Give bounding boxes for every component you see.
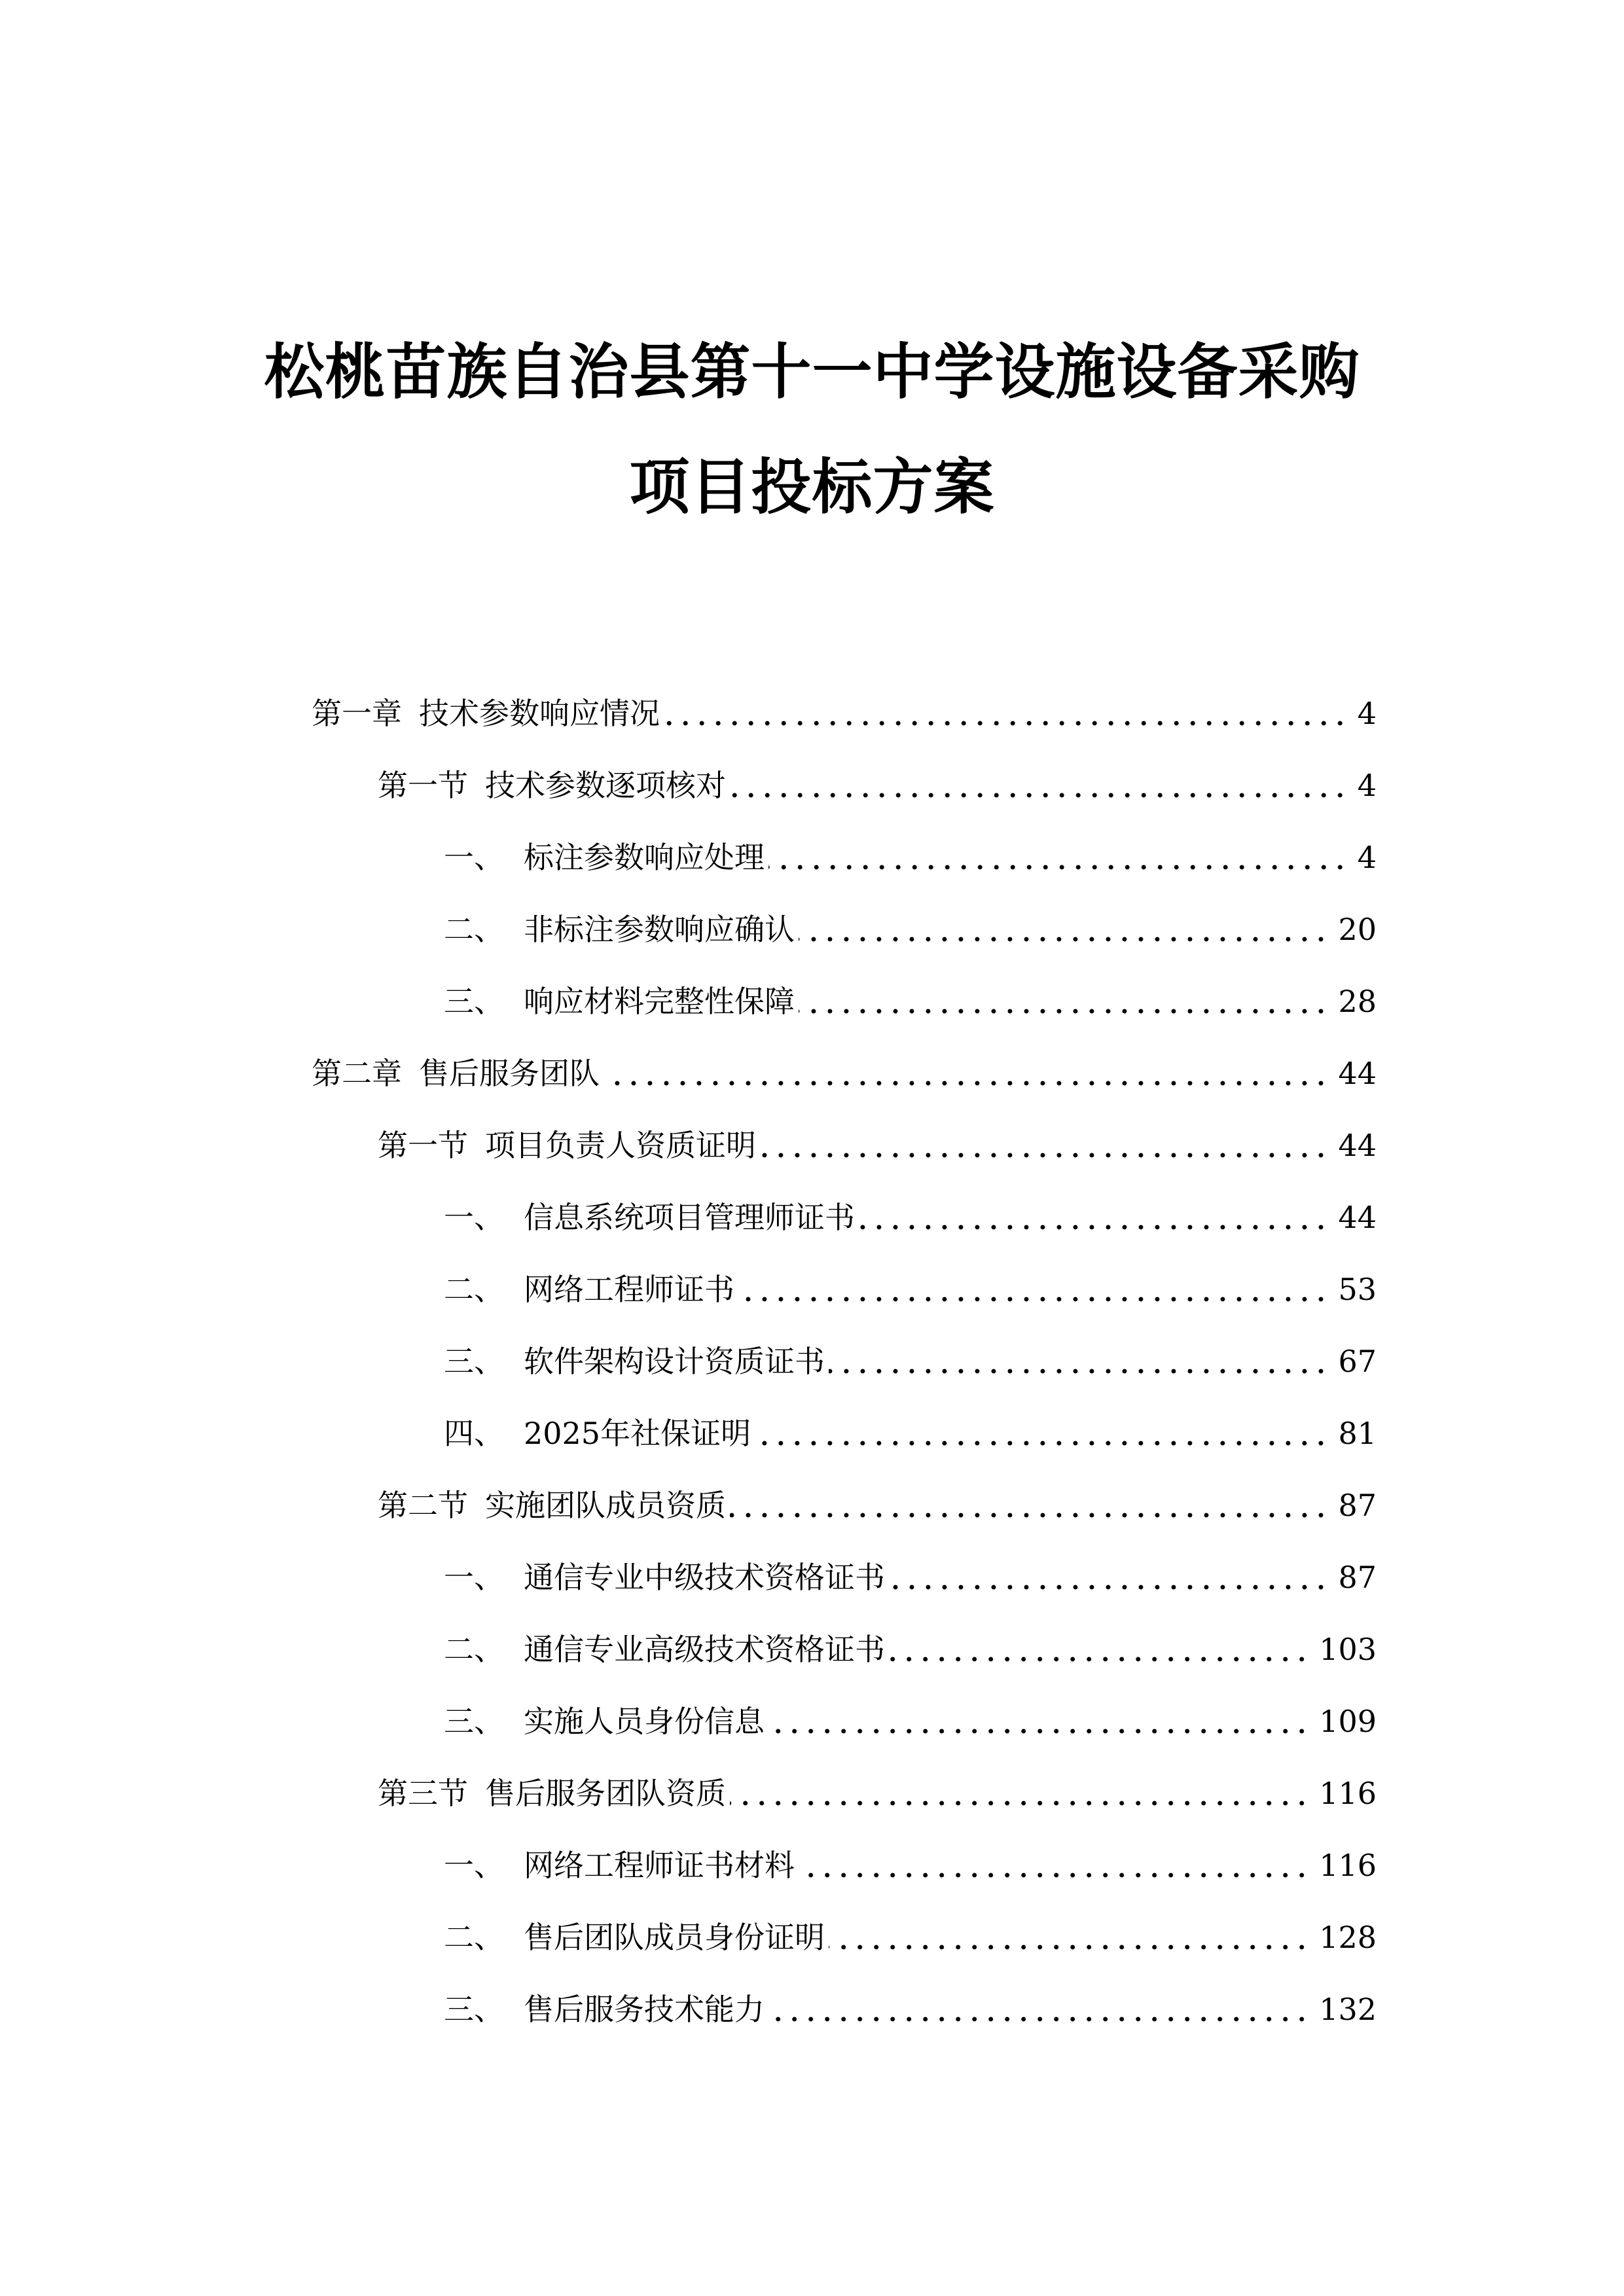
toc-entry-page: 44	[1338, 1056, 1377, 1091]
dot-leader	[889, 1558, 1329, 1597]
toc-entry-number: 一、	[444, 1848, 504, 1883]
toc-entry-page: 44	[1338, 1128, 1377, 1163]
dot-leader	[829, 1918, 1310, 1957]
toc-entry-label: 售后服务团队	[419, 1056, 600, 1091]
dot-leader	[768, 1702, 1310, 1741]
toc-entry-label: 项目负责人资质证明	[485, 1128, 756, 1163]
toc-entry-item[interactable]	[444, 1342, 1377, 1381]
dot-leader	[755, 1414, 1329, 1453]
toc-entry-number: 第一节	[378, 768, 468, 803]
toc-entry-number: 第三节	[378, 1776, 468, 1811]
toc-entry-label: 技术参数响应情况	[419, 696, 660, 731]
toc-entry-page: 103	[1319, 1632, 1377, 1667]
toc-entry-item[interactable]	[444, 910, 1377, 949]
toc-entry-label: 网络工程师证书材料	[524, 1848, 795, 1883]
toc-entry-page: 67	[1338, 1344, 1377, 1379]
toc-entry-label: 技术参数逐项核对	[485, 768, 726, 803]
toc-entry-item[interactable]	[444, 1414, 1377, 1453]
toc-entry-chapter[interactable]	[312, 1054, 1377, 1093]
toc-entry-page: 28	[1338, 984, 1377, 1019]
toc-entry-label: 通信专业高级技术资格证书	[524, 1632, 885, 1667]
dot-leader	[768, 838, 1348, 877]
toc-entry-label: 售后服务团队资质	[485, 1776, 726, 1811]
dot-leader	[768, 1990, 1310, 2029]
toc-entry-section[interactable]	[378, 1774, 1377, 1813]
toc-entry-label: 软件架构设计资质证书	[524, 1344, 825, 1379]
toc-entry-page: 4	[1357, 840, 1377, 875]
document-title-line-1: 松桃苗族自治县第十一中学设施设备采购	[264, 337, 1360, 407]
toc-entry-label: 2025年社保证明	[524, 1416, 751, 1451]
toc-entry-label: 网络工程师证书	[524, 1272, 734, 1307]
toc-entry-number: 三、	[444, 1992, 504, 2027]
toc-entry-label: 售后团队成员身份证明	[524, 1920, 825, 1955]
toc-entry-item[interactable]	[444, 1558, 1377, 1597]
toc-entry-item[interactable]	[444, 1846, 1377, 1885]
toc-entry-item[interactable]	[444, 1630, 1377, 1669]
toc-entry-number: 一、	[444, 840, 504, 875]
toc-entry-page: 44	[1338, 1200, 1377, 1235]
toc-entry-number: 第一节	[378, 1128, 468, 1163]
toc-entry-page: 128	[1319, 1920, 1377, 1955]
toc-entry-label: 信息系统项目管理师证书	[524, 1200, 855, 1235]
toc-entry-page: 53	[1338, 1272, 1377, 1307]
toc-entry-number: 一、	[444, 1560, 504, 1595]
toc-entry-page: 87	[1338, 1560, 1377, 1595]
toc-entry-number: 二、	[444, 1920, 504, 1955]
dot-leader	[799, 982, 1329, 1021]
toc-entry-label: 实施团队成员资质	[485, 1488, 726, 1523]
toc-entry-item[interactable]	[444, 1918, 1377, 1957]
toc-entry-section[interactable]	[378, 1486, 1377, 1525]
toc-entry-label: 售后服务技术能力	[524, 1992, 765, 2027]
toc-entry-number: 三、	[444, 984, 504, 1019]
toc-entry-number: 第一章	[312, 696, 402, 731]
dot-leader	[730, 1486, 1329, 1525]
toc-entry-item[interactable]	[444, 1702, 1377, 1741]
toc-entry-label: 标注参数响应处理	[524, 840, 765, 875]
toc-entry-item[interactable]	[444, 1198, 1377, 1237]
dot-leader	[738, 1270, 1329, 1309]
toc-entry-section[interactable]	[378, 1126, 1377, 1165]
dot-leader	[730, 1774, 1310, 1813]
dot-leader	[889, 1630, 1310, 1669]
dot-leader	[799, 1846, 1310, 1885]
toc-entry-number: 一、	[444, 1200, 504, 1235]
toc-entry-page: 4	[1357, 768, 1377, 803]
toc-entry-page: 109	[1319, 1704, 1377, 1739]
toc-entry-item[interactable]	[444, 982, 1377, 1021]
toc-entry-label: 响应材料完整性保障	[524, 984, 795, 1019]
toc-entry-page: 87	[1338, 1488, 1377, 1523]
toc-entry-number: 三、	[444, 1704, 504, 1739]
toc-entry-page: 116	[1319, 1776, 1377, 1811]
toc-entry-page: 20	[1338, 912, 1377, 947]
toc-entry-page: 81	[1338, 1416, 1377, 1451]
toc-entry-number: 二、	[444, 1272, 504, 1307]
dot-leader	[664, 694, 1348, 733]
toc-entry-page: 132	[1319, 1992, 1377, 2027]
toc-entry-page: 116	[1319, 1848, 1377, 1883]
dot-leader	[829, 1342, 1329, 1381]
toc-entry-item[interactable]	[444, 1270, 1377, 1309]
toc-entry-item[interactable]	[444, 1990, 1377, 2029]
toc-entry-label: 实施人员身份信息	[524, 1704, 765, 1739]
dot-leader	[730, 766, 1348, 805]
toc-entry-label: 通信专业中级技术资格证书	[524, 1560, 885, 1595]
dot-leader	[799, 910, 1329, 949]
toc-entry-item[interactable]	[444, 838, 1377, 877]
document-title-line-2: 项目投标方案	[629, 452, 995, 522]
toc-entry-number: 第二节	[378, 1488, 468, 1523]
toc-entry-number: 二、	[444, 1632, 504, 1667]
toc-entry-chapter[interactable]	[312, 694, 1377, 733]
dot-leader	[760, 1126, 1329, 1165]
toc-entry-number: 第二章	[312, 1056, 402, 1091]
toc-entry-label: 非标注参数响应确认	[524, 912, 795, 947]
dot-leader	[859, 1198, 1329, 1237]
toc-entry-page: 4	[1357, 696, 1377, 731]
toc-entry-number: 四、	[444, 1416, 504, 1451]
dot-leader	[604, 1054, 1329, 1093]
toc-entry-number: 二、	[444, 912, 504, 947]
toc-entry-number: 三、	[444, 1344, 504, 1379]
toc-entry-section[interactable]	[378, 766, 1377, 805]
